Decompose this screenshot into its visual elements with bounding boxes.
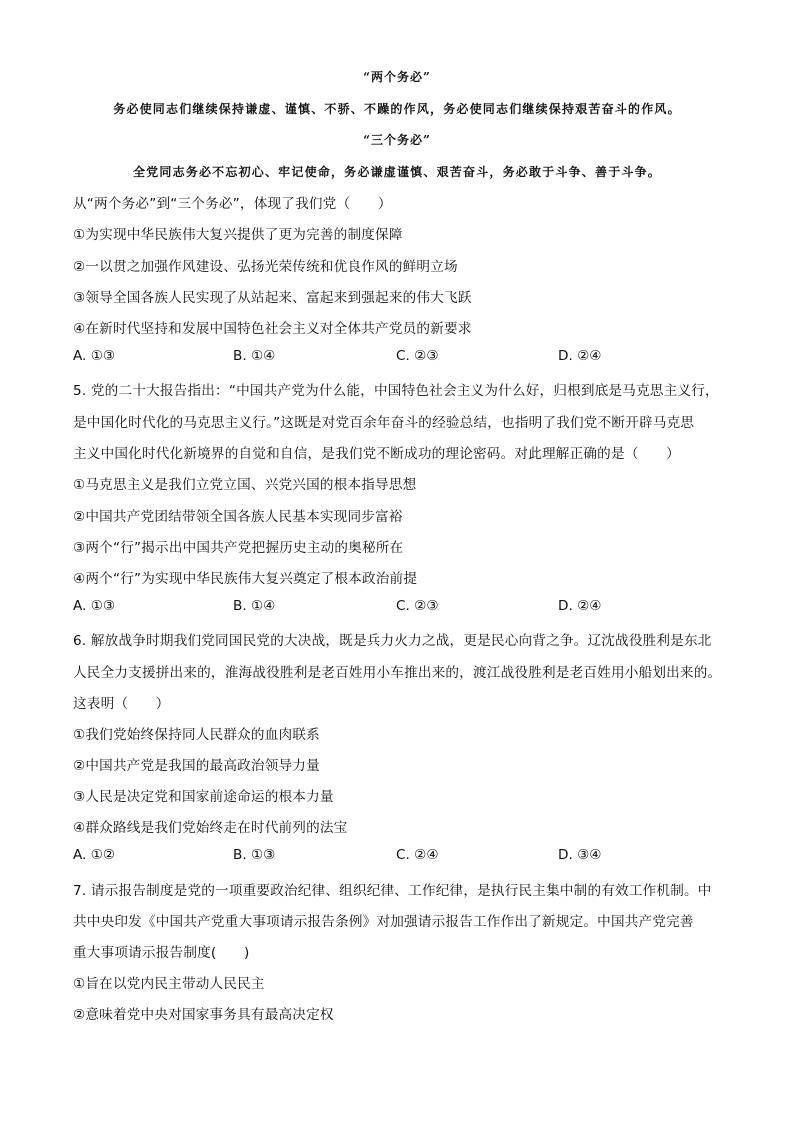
q6-stem-line-2: 人民全力支援拼出来的，淮海战役胜利是老百姓用小车推出来的，渡江战役胜利是老百姓用小船划出来的。: [73, 665, 722, 681]
q6-option-b[interactable]: B. ①③: [233, 847, 276, 863]
q5-option-c[interactable]: C. ②③: [396, 598, 439, 614]
q4-option-b[interactable]: B. ①④: [233, 348, 276, 364]
q5-option-d[interactable]: D. ②④: [558, 598, 602, 614]
q7-stem-line-1: 7. 请示报告制度是党的一项重要政治纪律、组织纪律、工作纪律，是执行民主集中制的有效工作机制。中: [73, 883, 712, 899]
q5-item-2: ②中国共产党团结带领全国各族人民基本实现同步富裕: [73, 509, 403, 525]
q4-stem: 从“两个务必”到“三个务必”，体现了我们党（ ）: [73, 196, 392, 212]
q7-stem-line-2: 共中央印发《中国共产党重大事项请示报告条例》对加强请示报告工作作出了新规定。中国共产党完善: [73, 914, 694, 930]
q4-option-c[interactable]: C. ②③: [396, 348, 439, 364]
q4-option-d[interactable]: D. ②④: [558, 348, 602, 364]
q6-item-3: ③人民是决定党和国家前途命运的根本力量: [73, 789, 334, 805]
q7-item-2: ②意味着党中央对国家事务具有最高决定权: [73, 1007, 334, 1023]
q4-item-4: ④在新时代坚持和发展中国特色社会主义对全体共产党员的新要求: [73, 321, 472, 337]
q5-option-b[interactable]: B. ①④: [233, 598, 276, 614]
q4-option-a[interactable]: A. ①③: [73, 348, 116, 364]
q6-option-d[interactable]: D. ③④: [558, 847, 602, 863]
q5-stem-line-2: 是中国化时代化的马克思主义行。”这既是对党百余年奋斗的经验总结，也指明了我们党不断开辟马克思: [73, 415, 695, 431]
q7-stem-line-3: 重大事项请示报告制度( ): [73, 945, 250, 961]
q5-stem-line-1: 5. 党的二十大报告指出：“中国共产党为什么能，中国特色社会主义为什么好，归根到底是马克思主义行，: [73, 383, 719, 399]
q5-item-4: ④两个“行”为实现中华民族伟大复兴奠定了根本政治前提: [73, 571, 418, 587]
q5-stem-line-3: 主义中国化时代化新境界的自觉和自信，是我们党不断成功的理论密码。对此理解正确的是（ ）: [73, 446, 680, 462]
three-musts-title: “三个务必”: [363, 133, 431, 147]
two-musts-text: 务必使同志们继续保持谦虚、谨慎、不骄、不躁的作风，务必使同志们继续保持艰苦奋斗的作风。: [113, 102, 681, 116]
q5-option-a[interactable]: A. ①③: [73, 598, 116, 614]
q7-item-1: ①旨在以党内民主带动人民民主: [73, 976, 265, 992]
two-musts-title: “两个务必”: [363, 70, 431, 84]
q6-option-c[interactable]: C. ②④: [396, 847, 439, 863]
q5-item-1: ①马克思主义是我们立党立国、兴党兴国的根本指导思想: [73, 477, 417, 493]
q6-item-4: ④群众路线是我们党始终走在时代前列的法宝: [73, 820, 348, 836]
q6-stem-line-3: 这表明（ ）: [73, 696, 170, 712]
q6-stem-line-1: 6. 解放战争时期我们党同国民党的大决战，既是兵力火力之战，更是民心向背之争。辽沈战役胜利是东北: [73, 633, 712, 649]
three-musts-text: 全党同志务必不忘初心、牢记使命，务必谦虚谨慎、艰苦奋斗，务必敢于斗争、善于斗争。: [132, 165, 661, 179]
q4-item-1: ①为实现中华民族伟大复兴提供了更为完善的制度保障: [73, 227, 403, 243]
q4-item-2: ②一以贯之加强作风建设、弘扬光荣传统和优良作风的鲜明立场: [73, 259, 458, 275]
q6-option-a[interactable]: A. ①②: [73, 847, 116, 863]
q6-item-1: ①我们党始终保持同人民群众的血肉联系: [73, 727, 320, 743]
q6-item-2: ②中国共产党是我国的最高政治领导力量: [73, 758, 320, 774]
q4-item-3: ③领导全国各族人民实现了从站起来、富起来到强起来的伟大飞跃: [73, 290, 472, 306]
q5-item-3: ③两个“行”揭示出中国共产党把握历史主动的奥秘所在: [73, 540, 404, 556]
